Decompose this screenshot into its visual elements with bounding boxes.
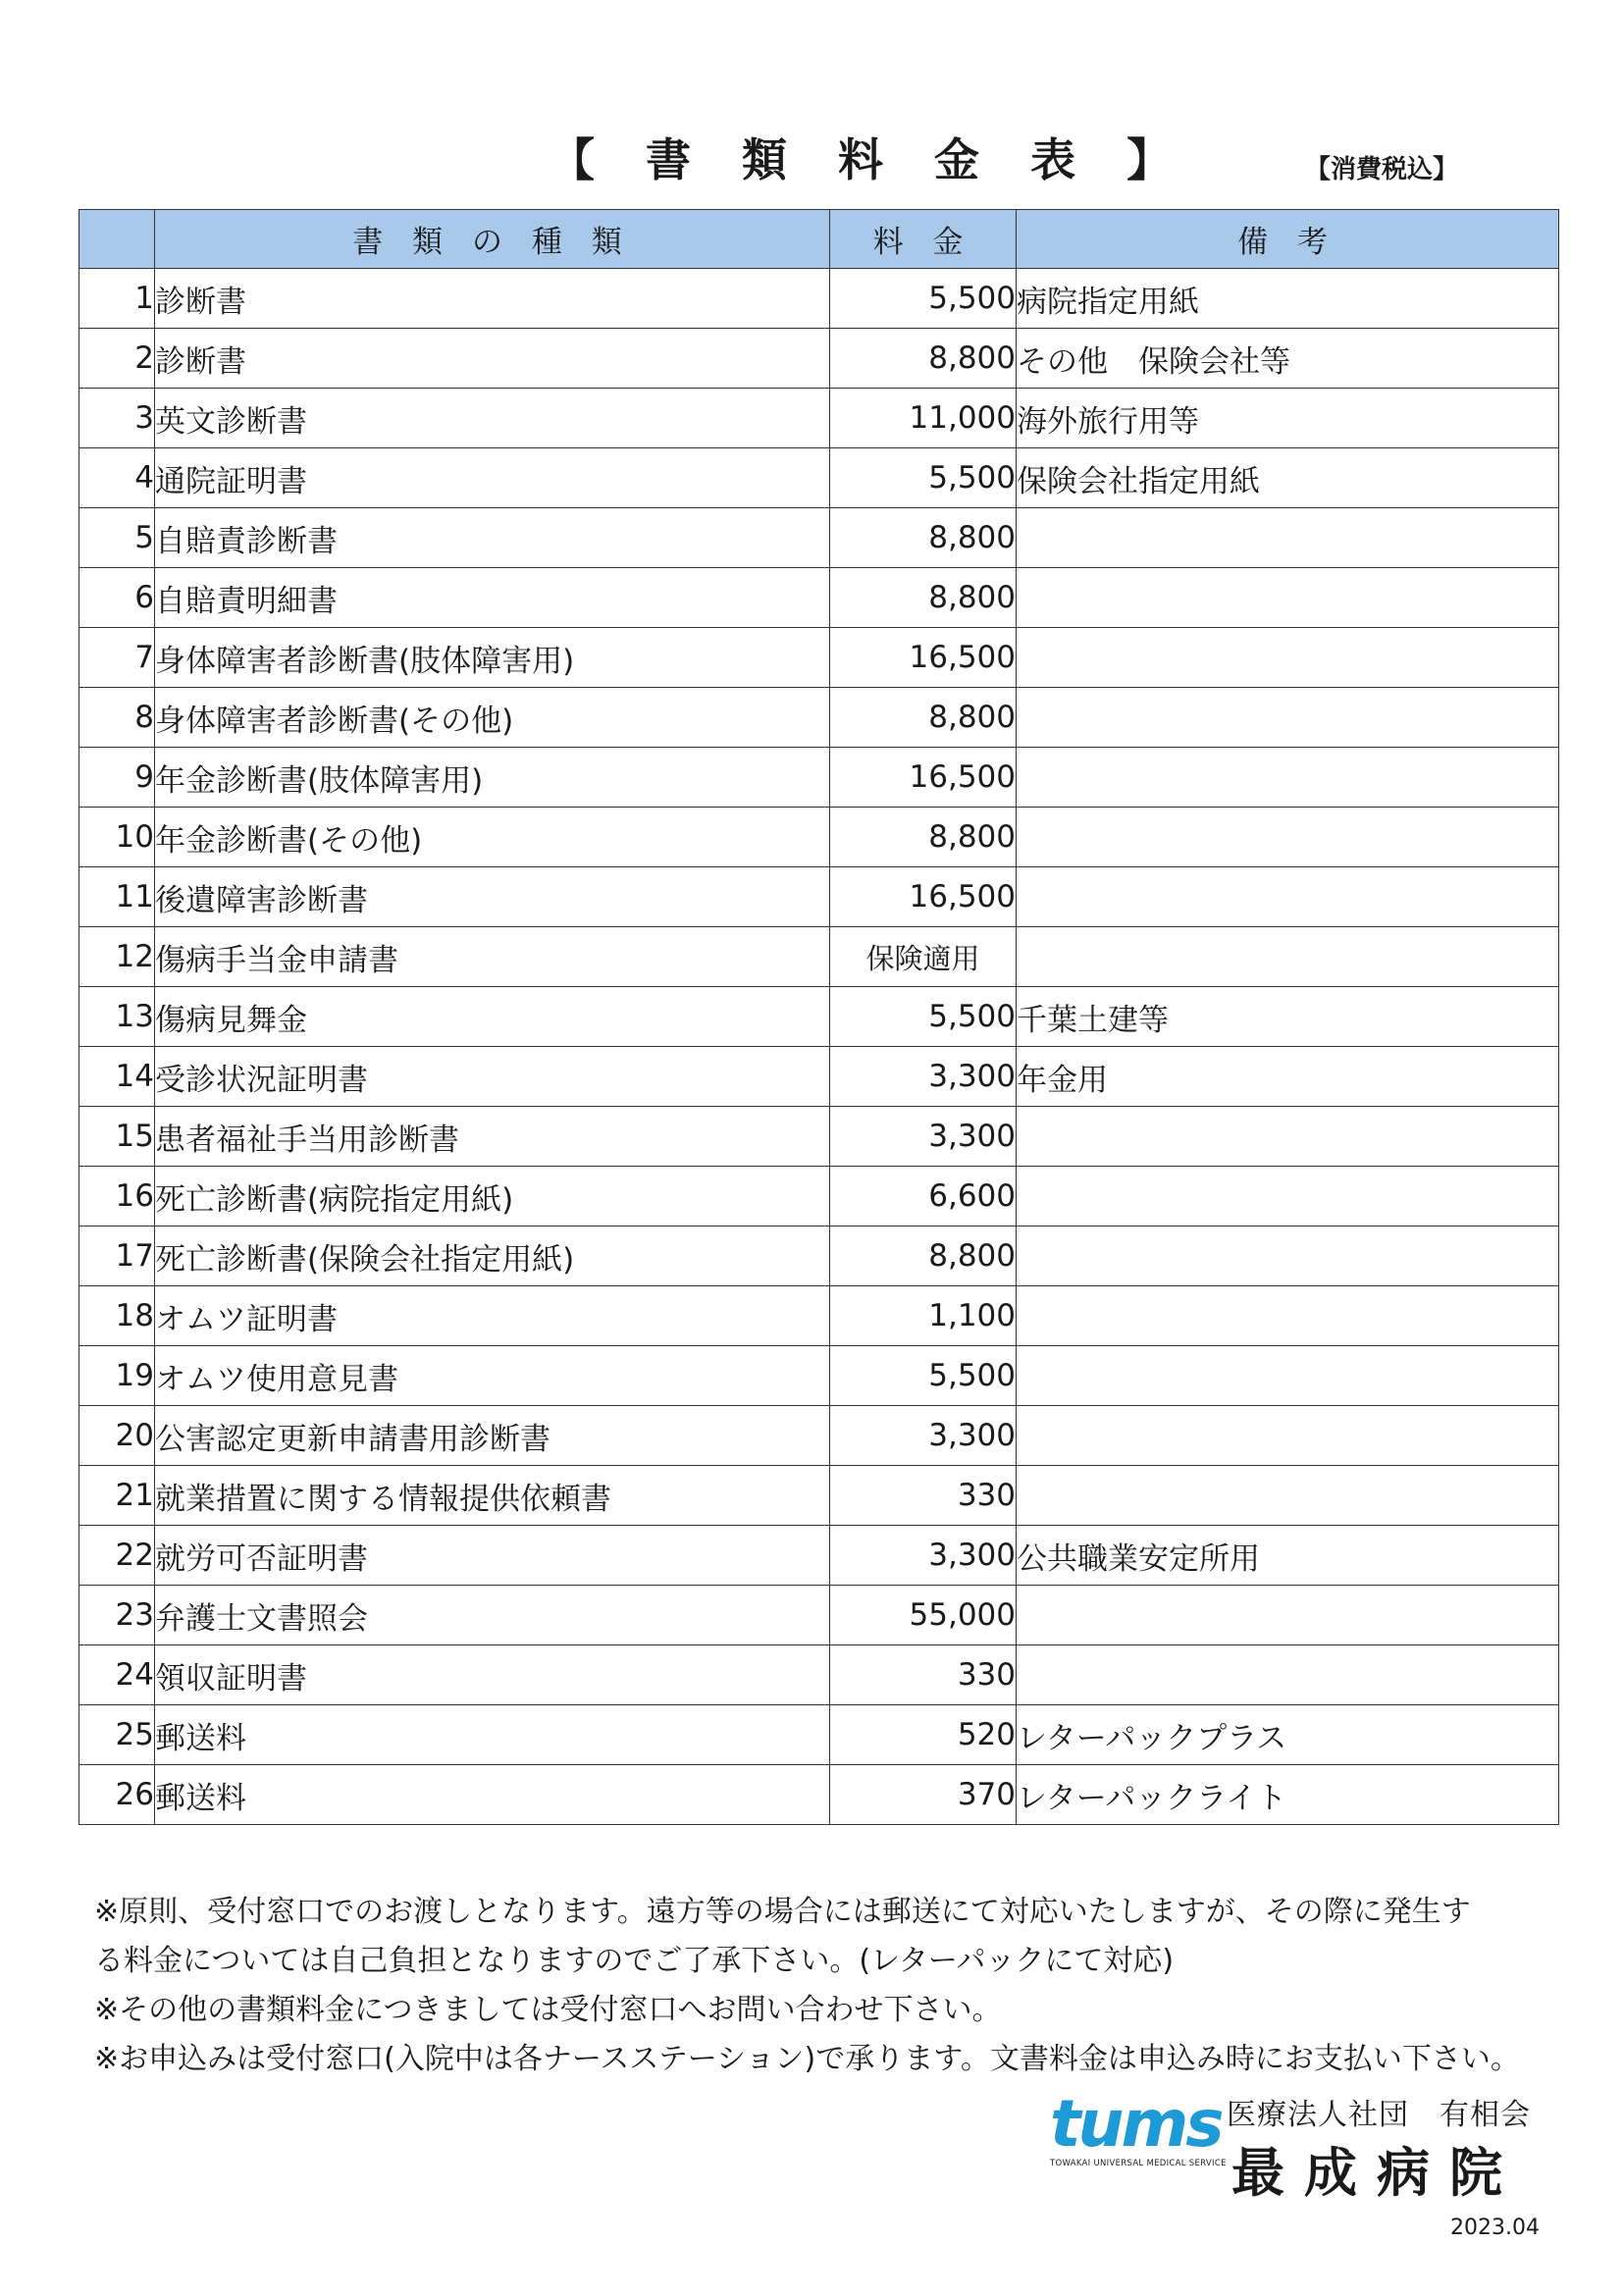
fee-amount: 3,300 [830, 1047, 1017, 1107]
note-line: ※原則、受付窓口でのお渡しとなります。遠方等の場合には郵送にて対応いたしますが、その際に発生す [94, 1895, 1471, 1929]
row-number: 4 [79, 448, 155, 508]
document-name: 身体障害者診断書(肢体障害用) [155, 628, 830, 688]
row-number: 11 [79, 867, 155, 927]
document-name: 身体障害者診断書(その他) [155, 688, 830, 748]
document-name: 受診状況証明書 [155, 1047, 830, 1107]
document-name: 通院証明書 [155, 448, 830, 508]
remarks [1017, 628, 1559, 688]
fee-amount: 370 [830, 1765, 1017, 1825]
row-number: 24 [79, 1645, 155, 1705]
table-row [79, 628, 1559, 688]
fee-amount: 1,100 [830, 1286, 1017, 1346]
row-number: 8 [79, 688, 155, 748]
fee-table-body [79, 269, 1559, 1825]
fee-amount: 5,500 [830, 269, 1017, 329]
note-line: ※その他の書類料金につきましては受付窓口へお問い合わせ下さい。 [94, 1993, 1002, 2027]
document-name: 死亡診断書(病院指定用紙) [155, 1167, 830, 1226]
table-row [79, 1286, 1559, 1346]
row-number: 19 [79, 1346, 155, 1406]
remarks [1017, 1406, 1559, 1466]
document-name: 傷病見舞金 [155, 987, 830, 1047]
remarks [1017, 1645, 1559, 1705]
document-name: 診断書 [155, 269, 830, 329]
document-name: 郵送料 [155, 1705, 830, 1765]
fee-amount: 520 [830, 1705, 1017, 1765]
remarks: 公共職業安定所用 [1017, 1526, 1559, 1586]
row-number: 10 [79, 808, 155, 867]
document-name: 就労可否証明書 [155, 1526, 830, 1586]
table-row [79, 1047, 1559, 1107]
table-row [79, 1346, 1559, 1406]
note-line: る料金については自己負担となりますのでご了承下さい。(レターパックにて対応) [94, 1944, 1175, 1978]
fee-amount: 11,000 [830, 389, 1017, 448]
table-header-row [79, 210, 1559, 269]
row-number: 14 [79, 1047, 155, 1107]
fee-table [79, 209, 1559, 1825]
table-row [79, 1645, 1559, 1705]
document-name: 英文診断書 [155, 389, 830, 448]
fee-amount: 5,500 [830, 987, 1017, 1047]
table-row [79, 1466, 1559, 1526]
remarks [1017, 688, 1559, 748]
row-number: 13 [79, 987, 155, 1047]
fee-amount: 3,300 [830, 1406, 1017, 1466]
row-number: 9 [79, 748, 155, 808]
table-row [79, 448, 1559, 508]
row-number: 16 [79, 1167, 155, 1226]
document-name: 患者福祉手当用診断書 [155, 1107, 830, 1167]
fee-amount: 16,500 [830, 867, 1017, 927]
issue-date: 2023.04 [1450, 2216, 1540, 2240]
row-number: 6 [79, 568, 155, 628]
document-name: オムツ証明書 [155, 1286, 830, 1346]
tums-logo [1050, 2086, 1227, 2176]
table-row [79, 867, 1559, 927]
remarks [1017, 808, 1559, 867]
remarks [1017, 1226, 1559, 1286]
remarks [1017, 1346, 1559, 1406]
header-document-type: 書 類 の 種 類 [155, 210, 830, 269]
document-name: 公害認定更新申請書用診断書 [155, 1406, 830, 1466]
remarks [1017, 1466, 1559, 1526]
document-name: 領収証明書 [155, 1645, 830, 1705]
fee-amount: 8,800 [830, 688, 1017, 748]
remarks [1017, 508, 1559, 568]
row-number: 20 [79, 1406, 155, 1466]
fee-amount: 16,500 [830, 748, 1017, 808]
row-number: 17 [79, 1226, 155, 1286]
logo-subtext: TOWAKAI UNIVERSAL MEDICAL SERVICE [1050, 2159, 1227, 2168]
table-row [79, 269, 1559, 329]
row-number: 23 [79, 1586, 155, 1645]
fee-amount: 55,000 [830, 1586, 1017, 1645]
row-number: 22 [79, 1526, 155, 1586]
notes [94, 1888, 1566, 2084]
header-fee: 料 金 [830, 210, 1017, 269]
table-row [79, 1586, 1559, 1645]
note-line: ※お申込みは受付窓口(入院中は各ナースステーション)で承ります。文書料金は申込み時にお支払い下さい。 [94, 2042, 1520, 2076]
row-number: 25 [79, 1705, 155, 1765]
remarks: 年金用 [1017, 1047, 1559, 1107]
remarks [1017, 1107, 1559, 1167]
table-row [79, 808, 1559, 867]
table-row [79, 927, 1559, 987]
remarks [1017, 927, 1559, 987]
remarks [1017, 1167, 1559, 1226]
fee-amount: 3,300 [830, 1526, 1017, 1586]
remarks [1017, 568, 1559, 628]
remarks: 千葉土建等 [1017, 987, 1559, 1047]
table-row [79, 329, 1559, 389]
fee-amount: 16,500 [830, 628, 1017, 688]
row-number: 15 [79, 1107, 155, 1167]
remarks: その他 保険会社等 [1017, 329, 1559, 389]
fee-amount: 5,500 [830, 448, 1017, 508]
row-number: 3 [79, 389, 155, 448]
table-row [79, 1406, 1559, 1466]
fee-amount: 8,800 [830, 1226, 1017, 1286]
row-number: 18 [79, 1286, 155, 1346]
remarks: レターパックライト [1017, 1765, 1559, 1825]
page-title: 【 書 類 料 金 表 】 [550, 133, 1190, 186]
remarks: レターパックプラス [1017, 1705, 1559, 1765]
document-name: 郵送料 [155, 1765, 830, 1825]
remarks: 保険会社指定用紙 [1017, 448, 1559, 508]
table-row [79, 568, 1559, 628]
row-number: 21 [79, 1466, 155, 1526]
table-row [79, 748, 1559, 808]
remarks [1017, 1286, 1559, 1346]
row-number: 7 [79, 628, 155, 688]
row-number: 12 [79, 927, 155, 987]
table-row [79, 389, 1559, 448]
document-name: オムツ使用意見書 [155, 1346, 830, 1406]
document-name: 年金診断書(肢体障害用) [155, 748, 830, 808]
fee-amount: 5,500 [830, 1346, 1017, 1406]
document-name: 後遺障害診断書 [155, 867, 830, 927]
table-row [79, 1705, 1559, 1765]
document-name: 自賠責明細書 [155, 568, 830, 628]
hospital-name: 最成病院 [1231, 2142, 1522, 2204]
remarks [1017, 748, 1559, 808]
fee-amount: 8,800 [830, 329, 1017, 389]
document-name: 就業措置に関する情報提供依頼書 [155, 1466, 830, 1526]
row-number: 1 [79, 269, 155, 329]
remarks [1017, 1586, 1559, 1645]
row-number: 26 [79, 1765, 155, 1825]
header-remarks: 備 考 [1017, 210, 1559, 269]
table-row [79, 1526, 1559, 1586]
remarks: 海外旅行用等 [1017, 389, 1559, 448]
document-name: 自賠責診断書 [155, 508, 830, 568]
tax-included-label: 【消費税込】 [1305, 155, 1459, 184]
row-number: 2 [79, 329, 155, 389]
logo-mark: tums [1050, 2086, 1222, 2162]
fee-amount: 8,800 [830, 508, 1017, 568]
remarks [1017, 867, 1559, 927]
table-row [79, 1167, 1559, 1226]
row-number: 5 [79, 508, 155, 568]
table-row [79, 1765, 1559, 1825]
table-row [79, 688, 1559, 748]
fee-amount: 保険適用 [830, 927, 1017, 987]
fee-amount: 8,800 [830, 568, 1017, 628]
document-name: 診断書 [155, 329, 830, 389]
fee-amount: 330 [830, 1466, 1017, 1526]
fee-amount: 6,600 [830, 1167, 1017, 1226]
table-row [79, 1226, 1559, 1286]
header-number [79, 210, 155, 269]
document-name: 傷病手当金申請書 [155, 927, 830, 987]
fee-amount: 3,300 [830, 1107, 1017, 1167]
organization-name: 医療法人社団 有相会 [1227, 2098, 1531, 2132]
document-name: 弁護士文書照会 [155, 1586, 830, 1645]
document-name: 年金診断書(その他) [155, 808, 830, 867]
fee-amount: 330 [830, 1645, 1017, 1705]
remarks: 病院指定用紙 [1017, 269, 1559, 329]
fee-amount: 8,800 [830, 808, 1017, 867]
table-row [79, 987, 1559, 1047]
document-name: 死亡診断書(保険会社指定用紙) [155, 1226, 830, 1286]
table-row [79, 1107, 1559, 1167]
table-row [79, 508, 1559, 568]
